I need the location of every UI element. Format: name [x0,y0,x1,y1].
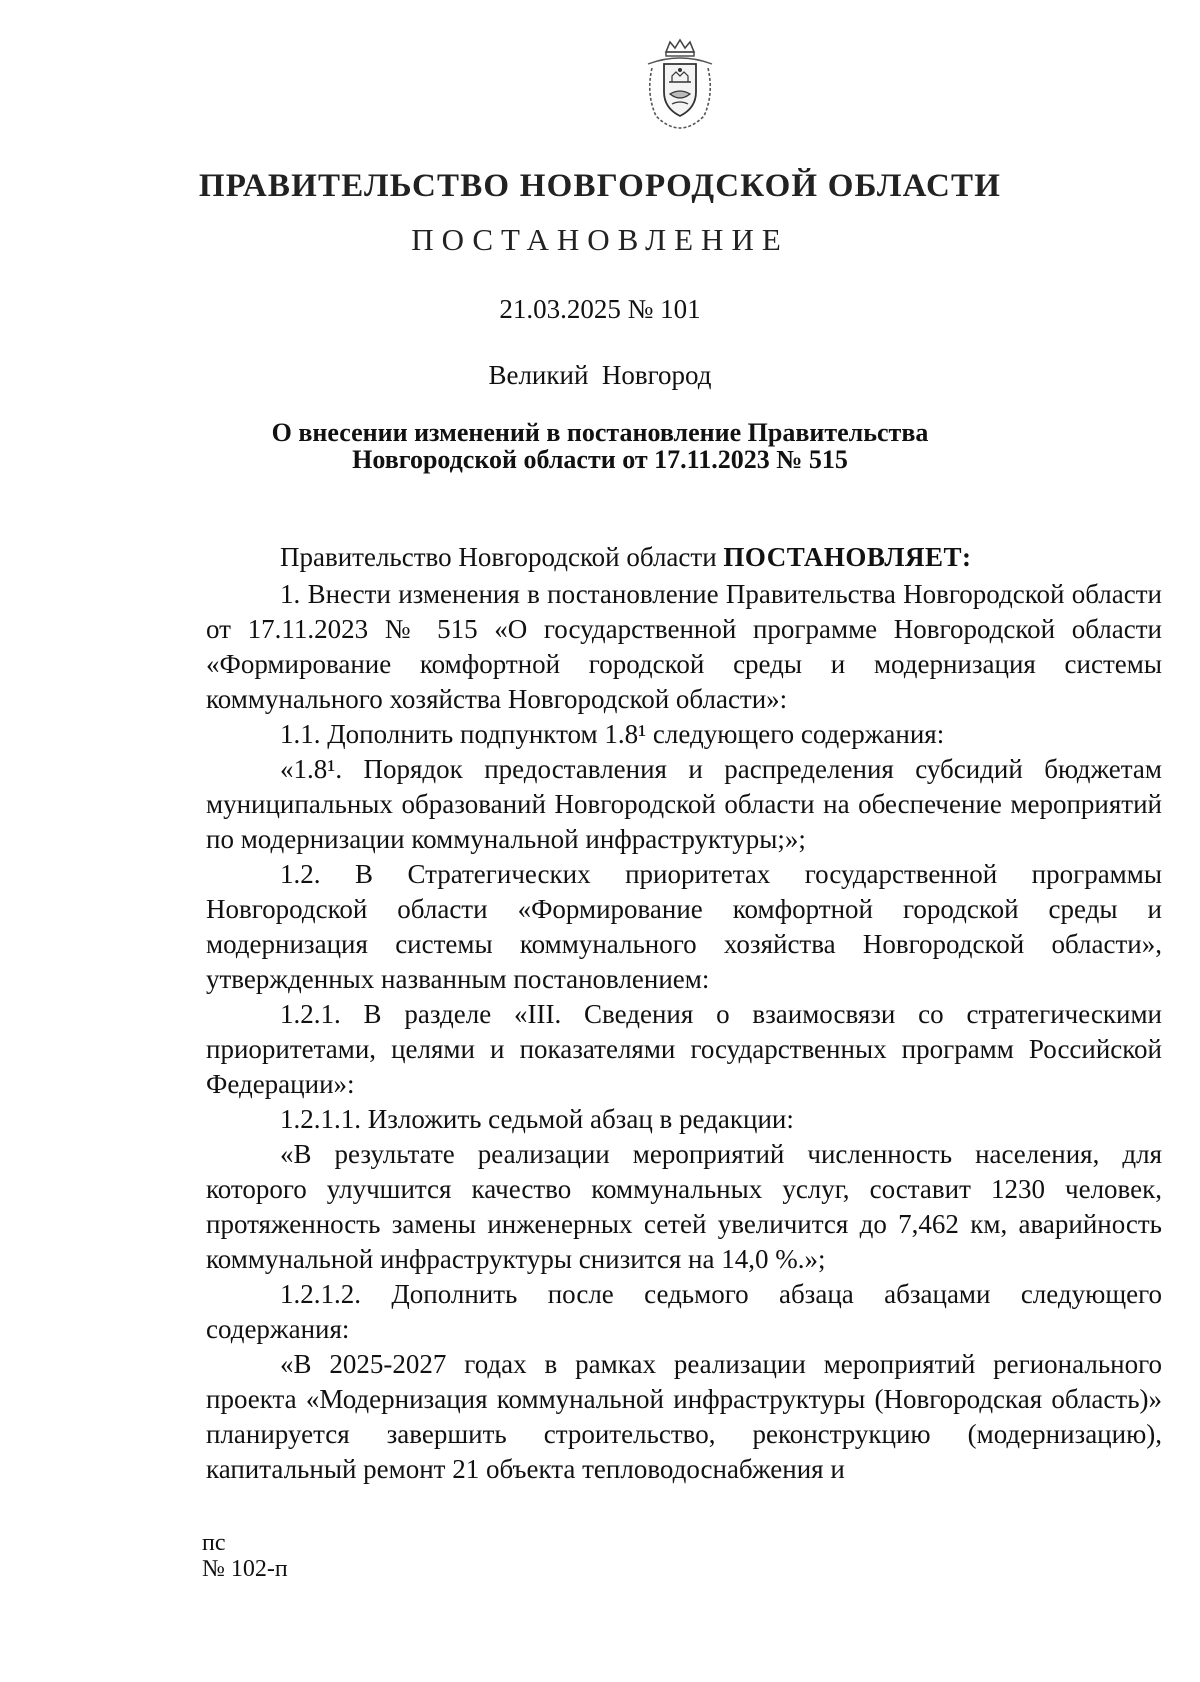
paragraph-1-2-1: 1.2.1. В разделе «III. Сведения о взаимосвязи со стратегическими приоритетами, целями и показателями государственных программ Российской Федерации»: [206,999,1162,1099]
preamble [206,540,1162,575]
document-subject [0,419,1200,473]
footer-number: № 102-п [202,1556,288,1582]
document-type: ПОСТАНОВЛЕНИЕ [411,222,789,257]
paragraph-1-2-1-1: 1.2.1.1. Изложить седьмой абзац в редакции: [280,1104,794,1134]
paragraph-1-2-1-2: 1.2.1.2. Дополнить после седьмого абзаца абзацами следующего содержания: [206,1279,1162,1344]
preamble-bold: ПОСТАНОВЛЯЕТ: [723,542,972,572]
paragraph-1-1: 1.1. Дополнить подпунктом 1.8¹ следующего содержания: [280,719,945,749]
coat-of-arms-icon [642,38,718,130]
subject-line-2: Новгородской области от 17.11.2023 № 515 [352,445,848,474]
footer-initials: пс [202,1530,226,1556]
preamble-text: Правительство Новгородской области [280,542,724,572]
footer-code [202,1530,288,1582]
paragraph-1-2: 1.2. В Стратегических приоритетах государственной программы Новгородской области «Формирование комфортной городской среды и модернизация системы коммунального хозяйства Новгородской области», утвержденных названным постановлением: [206,859,1162,994]
paragraph-1-1-quote: «1.8¹. Порядок предоставления и распределения субсидий бюджетам муниципальных образований Новгородской области на обеспечение мероприятий по модернизации коммунальной инфраструктуры;»; [206,754,1162,854]
paragraph-1: 1. Внести изменения в постановление Правительства Новгородской области от 17.11.2023 № 515 «О государственной программе Новгородской области «Формирование комфортной городской среды и модернизация системы коммунального хозяйства Новгородской области»: [206,579,1162,714]
organization-title: ПРАВИТЕЛЬСТВО НОВГОРОДСКОЙ ОБЛАСТИ [198,168,1002,204]
document-date-number: 21.03.2025 № 101 [499,294,701,324]
document-body [206,540,1162,1487]
paragraph-1-2-1-2-quote: «В 2025-2027 годах в рамках реализации мероприятий регионального проекта «Модернизация коммунальной инфраструктуры (Новгородская область)» планируется завершить строительство, реконструкцию (модернизацию), капитальный ремонт 21 объекта тепловодоснабжения и [206,1349,1162,1484]
paragraph-1-2-1-1-quote: «В результате реализации мероприятий численность населения, для которого улучшится качество коммунальных услуг, составит 1230 человек, протяженность замены инженерных сетей увеличится до 7,462 км, аварийность коммунальной инфраструктуры снизится на 14,0 %.»; [206,1139,1162,1274]
subject-line-1: О внесении изменений в постановление Правительства [271,418,929,447]
document-city: Великий Новгород [488,360,712,390]
